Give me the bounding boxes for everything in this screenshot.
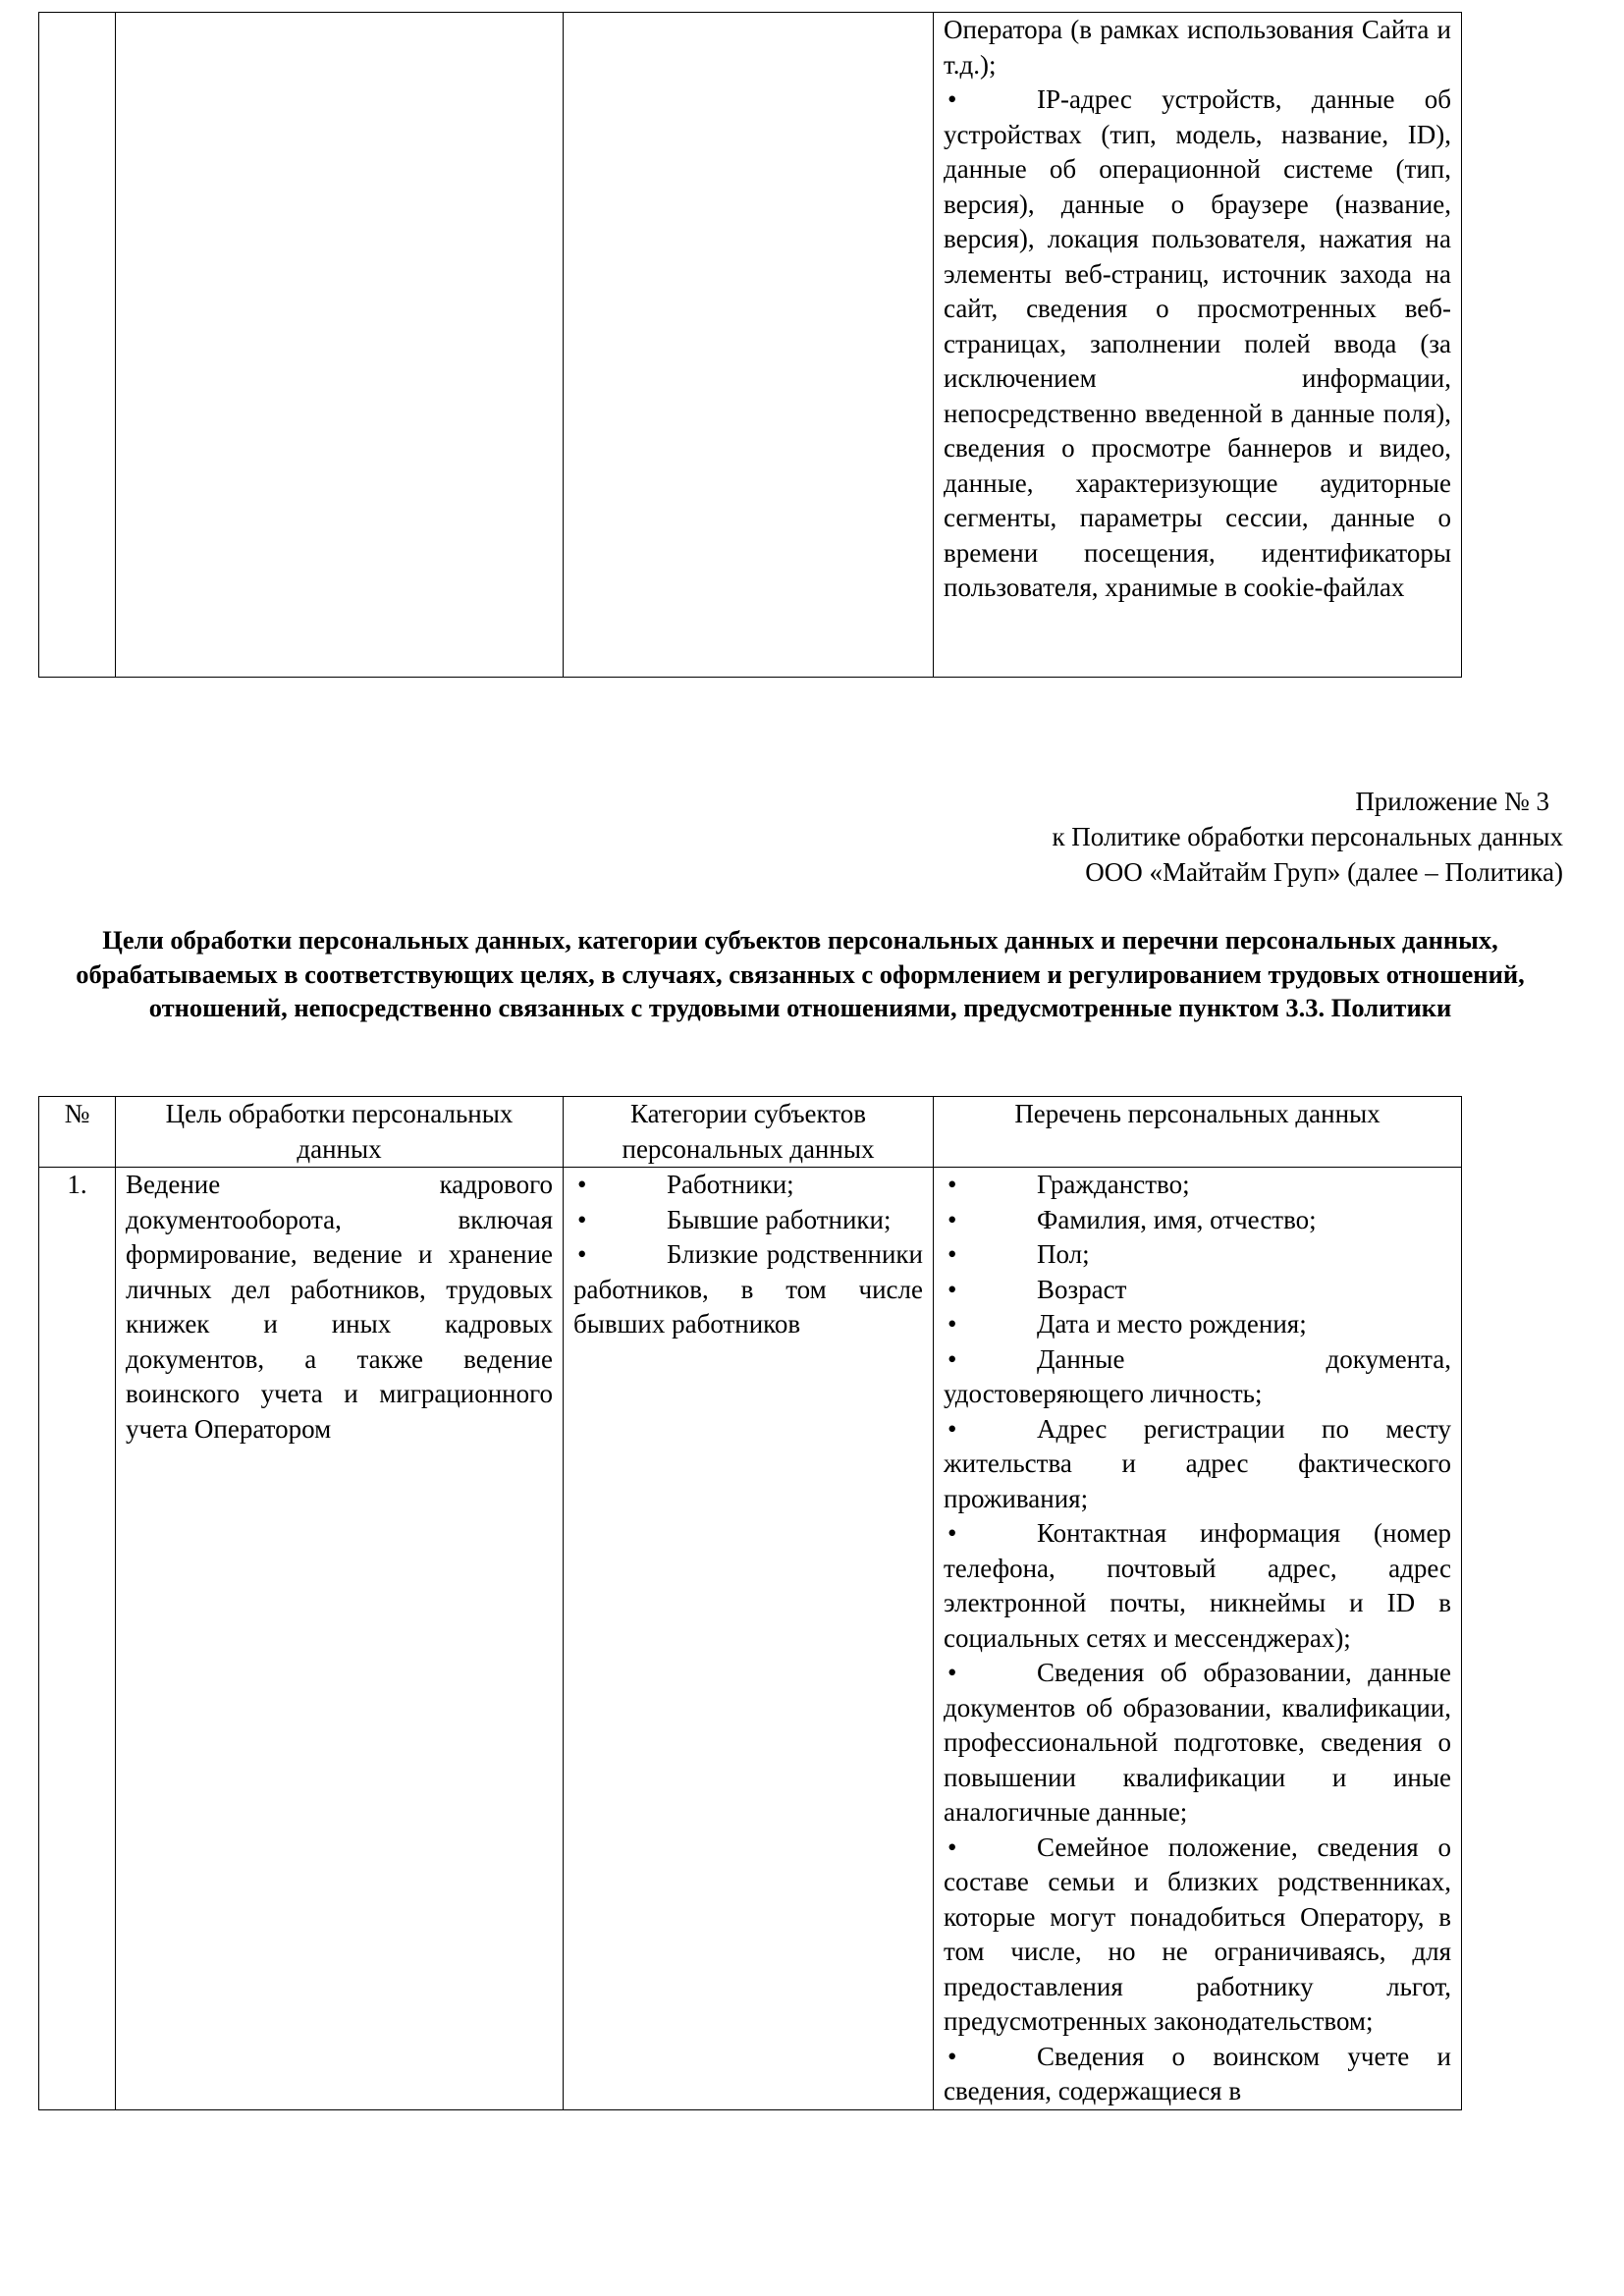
table-cell-empty xyxy=(39,13,116,678)
section-title: Цели обработки персональных данных, категории субъектов персональных данных и перечни персональных данных, обрабатываемых в соответствующих целях, в случаях, связанных с оформлением и регулированием трудовых отношений, отношений, непосредственно связанных с трудовыми отношениями, предусмотренные пунктом 3.3. Политики xyxy=(76,925,1525,1022)
table-cell-empty xyxy=(116,13,564,678)
list-item: • Фамилия, имя, отчество; xyxy=(944,1203,1451,1238)
list-item: • Сведения об образовании, данные документов об образовании, квалификации, профессиональной подготовке, сведения о повышении квалификации и иные аналогичные данные; xyxy=(944,1656,1451,1831)
purposes-table xyxy=(38,1096,1462,2110)
data-cell xyxy=(934,1168,1462,2110)
subjects-list xyxy=(573,1168,923,1342)
annex-line: Приложение № 3 xyxy=(1355,787,1549,816)
list-item: • Работники; xyxy=(573,1168,923,1203)
list-item: • Возраст xyxy=(944,1273,1451,1308)
continued-text: Оператора (в рамках использования Сайта и т.д.); xyxy=(944,15,1451,80)
row-number: 1. xyxy=(39,1168,116,2110)
list-item: • Близкие родственники работников, в том числе бывших работников xyxy=(573,1237,923,1342)
continued-table xyxy=(38,12,1462,678)
list-item: • Адрес регистрации по месту жительства и адрес фактического проживания; xyxy=(944,1412,1451,1517)
list-item: • Пол; xyxy=(944,1237,1451,1273)
list-item: • Сведения о воинском учете и сведения, содержащиеся в xyxy=(944,2040,1451,2109)
list-item: • IP-адрес устройств, данные об устройствах (тип, модель, название, ID), данные об операционной системе (тип, версия), данные о браузере (название, версия), локация пользователя, нажатия на элементы веб-страниц, источник захода на сайт, сведения о просмотренных веб-страницах, заполнении полей ввода (за исключением информации, непосредственно введенной в данные поля), сведения о просмотре баннеров и видео, данные, характеризующие аудиторные сегменты, параметры сессии, данные о времени посещения, идентификаторы пользователя, хранимые в cookie-файлах xyxy=(944,82,1451,606)
table-row xyxy=(39,13,1462,678)
column-header: № xyxy=(39,1097,116,1168)
purpose-text: Ведение кадрового документооборота, включая формирование, ведение и хранение личных дел работников, трудовых книжек и иных кадровых документов, а также ведение воинского учета и миграционного учета Оператором xyxy=(126,1170,553,1444)
table-header-row xyxy=(39,1097,1462,1168)
data-list xyxy=(944,82,1451,606)
column-header: Цель обработки персональных данных xyxy=(116,1097,564,1168)
annex-line: к Политике обработки персональных данных xyxy=(1052,822,1563,851)
list-item: • Дата и место рождения; xyxy=(944,1307,1451,1342)
table-row xyxy=(39,1168,1462,2110)
list-item: • Контактная информация (номер телефона, почтовый адрес, адрес электронной почты, никнеймы и ID в социальных сетях и мессенджерах); xyxy=(944,1516,1451,1656)
list-item: • Гражданство; xyxy=(944,1168,1451,1203)
annex-header xyxy=(679,784,1563,890)
data-list xyxy=(944,1168,1451,2109)
annex-line: ООО «Майтайм Груп» (далее – Политика) xyxy=(1085,857,1563,887)
table-cell-data xyxy=(934,13,1462,678)
column-header: Перечень персональных данных xyxy=(934,1097,1462,1168)
purpose-cell xyxy=(116,1168,564,2110)
table-cell-empty xyxy=(564,13,934,678)
subjects-cell xyxy=(564,1168,934,2110)
list-item: • Данные документа, удостоверяющего личность; xyxy=(944,1342,1451,1412)
list-item: • Бывшие работники; xyxy=(573,1203,923,1238)
column-header: Категории субъектов персональных данных xyxy=(564,1097,934,1168)
list-item: • Семейное положение, сведения о составе семьи и близких родственниках, которые могут понадобиться Оператору, в том числе, но не ограничиваясь, для предоставления работнику льгот, предусмотренных законодательством; xyxy=(944,1831,1451,2040)
